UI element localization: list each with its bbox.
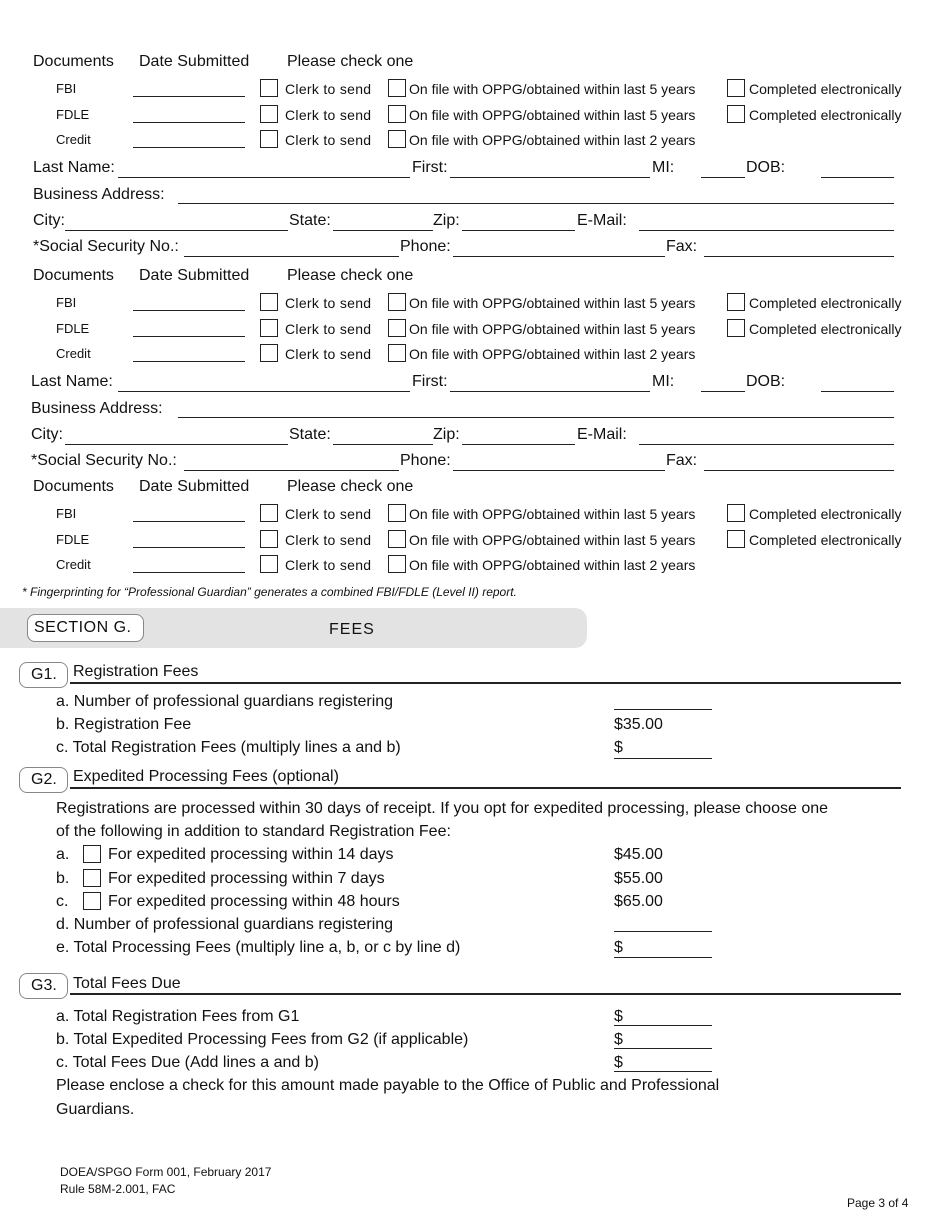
clerk-checkbox-fbi[interactable] [260,79,278,97]
email-field[interactable] [639,444,894,445]
first-name-label: First: [412,373,448,390]
onfile-checkbox-credit[interactable] [388,555,406,573]
g3-title: Total Fees Due [73,975,181,992]
doc-label-fbi: FBI [56,506,77,521]
first-name-label: First: [412,159,448,176]
onfile-label-fbi: On file with OPPG/obtained within last 5 years [409,506,696,522]
electronic-label-fdle: Completed electronically [749,532,902,548]
mi-field[interactable] [701,177,745,178]
date-field-credit[interactable] [133,572,245,573]
g3-item-b-field[interactable] [614,1048,712,1049]
doc-label-fdle: FDLE [56,321,90,336]
doc-label-fbi: FBI [56,81,77,96]
documents-header: Documents [33,267,114,284]
g1-item-c: c. Total Registration Fees (multiply lines a and b) [56,739,401,756]
doc-label-fbi: FBI [56,295,77,310]
g1-title: Registration Fees [73,663,199,680]
g2-option-c-letter: c. [56,893,69,910]
business-address-field[interactable] [178,417,894,418]
fax-field[interactable] [704,470,894,471]
onfile-checkbox-fbi[interactable] [388,504,406,522]
electronic-checkbox-fbi[interactable] [727,79,745,97]
g2-item-d: d. Number of professional guardians registering [56,916,394,933]
footer-rule: Rule 58M-2.001, FAC [60,1182,176,1196]
state-label: State: [289,212,331,229]
onfile-label-fdle: On file with OPPG/obtained within last 5 years [409,321,696,337]
g3-item-b-value: $ [614,1031,623,1048]
g1-item-c-field[interactable] [614,758,712,759]
clerk-label-fdle: Clerk to send [285,107,372,123]
onfile-checkbox-fbi[interactable] [388,293,406,311]
clerk-label-fbi: Clerk to send [285,81,372,97]
documents-header: Documents [33,478,114,495]
business-address-label: Business Address: [31,400,163,417]
clerk-label-credit: Clerk to send [285,132,372,148]
onfile-label-fbi: On file with OPPG/obtained within last 5 years [409,81,696,97]
date-field-fdle[interactable] [133,336,245,337]
ssn-field[interactable] [184,256,399,257]
clerk-label-credit: Clerk to send [285,557,372,573]
onfile-label-credit: On file with OPPG/obtained within last 2 years [409,346,696,362]
clerk-checkbox-credit[interactable] [260,130,278,148]
onfile-label-credit: On file with OPPG/obtained within last 2 years [409,557,696,573]
zip-label: Zip: [433,426,460,443]
g2-rule [70,787,901,789]
section-title: FEES [329,621,375,638]
g3-tag: G3. [19,973,68,999]
g2-option-b-checkbox[interactable] [83,869,101,887]
g3-rule [70,993,901,995]
g1-tag: G1. [19,662,68,688]
onfile-label-fbi: On file with OPPG/obtained within last 5 years [409,295,696,311]
date-submitted-header: Date Submitted [139,267,250,284]
g3-item-a-field[interactable] [614,1025,712,1026]
zip-field[interactable] [462,230,575,231]
g2-option-b-letter: b. [56,870,70,887]
g3-item-c: c. Total Fees Due (Add lines a and b) [56,1054,319,1071]
doc-label-fdle: FDLE [56,532,90,547]
g2-option-a-checkbox[interactable] [83,845,101,863]
onfile-label-credit: On file with OPPG/obtained within last 2 years [409,132,696,148]
state-field[interactable] [333,444,433,445]
first-name-field[interactable] [450,177,650,178]
doc-label-credit: Credit [56,346,91,361]
g2-option-c-checkbox[interactable] [83,892,101,910]
phone-label: Phone: [400,238,451,255]
email-label: E-Mail: [577,426,627,443]
g2-tag: G2. [19,767,68,793]
state-label: State: [289,426,331,443]
mi-field[interactable] [701,391,745,392]
fax-field[interactable] [704,256,894,257]
g2-title: Expedited Processing Fees (optional) [73,768,339,785]
city-label: City: [33,212,65,229]
fax-label: Fax: [666,452,698,469]
g1-item-a: a. Number of professional guardians registering [56,693,394,710]
clerk-label-fdle: Clerk to send [285,321,372,337]
onfile-checkbox-fbi[interactable] [388,79,406,97]
g2-item-e-value: $ [614,939,623,956]
last-name-label: Last Name: [31,373,113,390]
date-field-fbi[interactable] [133,96,245,97]
clerk-checkbox-fdle[interactable] [260,319,278,337]
last-name-field[interactable] [118,177,410,178]
electronic-label-fbi: Completed electronically [749,295,902,311]
g2-item-d-field[interactable] [614,931,712,932]
g2-intro-2: of the following in addition to standard Registration Fee: [56,823,451,840]
clerk-checkbox-fbi[interactable] [260,293,278,311]
clerk-label-credit: Clerk to send [285,346,372,362]
business-address-label: Business Address: [33,186,165,203]
email-label: E-Mail: [577,212,627,229]
city-label: City: [31,426,63,443]
electronic-label-fdle: Completed electronically [749,321,902,337]
please-check-header: Please check one [287,53,414,70]
g2-option-b-value: $55.00 [614,870,663,887]
g3-item-b: b. Total Expedited Processing Fees from G2 (if applicable) [56,1031,469,1048]
g3-item-a-value: $ [614,1008,623,1025]
ssn-field[interactable] [184,470,399,471]
electronic-checkbox-fdle[interactable] [727,105,745,123]
g1-rule [70,682,901,684]
clerk-label-fbi: Clerk to send [285,295,372,311]
onfile-label-fdle: On file with OPPG/obtained within last 5 years [409,532,696,548]
city-field[interactable] [65,444,288,445]
zip-label: Zip: [433,212,460,229]
g1-item-a-field[interactable] [614,709,712,710]
date-submitted-header: Date Submitted [139,478,250,495]
fingerprint-footnote: * Fingerprinting for “Professional Guardian” generates a combined FBI/FDLE (Level II) report. [22,585,517,599]
onfile-checkbox-fdle[interactable] [388,105,406,123]
g2-option-a-letter: a. [56,846,70,863]
electronic-checkbox-fbi[interactable] [727,504,745,522]
ssn-label: *Social Security No.: [31,452,177,469]
fax-label: Fax: [666,238,698,255]
g2-item-e: e. Total Processing Fees (multiply line a, b, or c by line d) [56,939,461,956]
section-label: SECTION G. [27,614,144,642]
phone-field[interactable] [453,256,665,257]
clerk-checkbox-fdle[interactable] [260,530,278,548]
g1-item-b-value: $35.00 [614,716,663,733]
electronic-checkbox-fdle[interactable] [727,319,745,337]
g2-option-c-text: For expedited processing within 48 hours [108,893,400,910]
g3-item-c-value: $ [614,1054,623,1071]
g1-item-c-value: $ [614,739,623,756]
electronic-label-fbi: Completed electronically [749,506,902,522]
onfile-checkbox-credit[interactable] [388,344,406,362]
date-field-credit[interactable] [133,361,245,362]
email-field[interactable] [639,230,894,231]
electronic-label-fbi: Completed electronically [749,81,902,97]
phone-field[interactable] [453,470,665,471]
doc-label-credit: Credit [56,132,91,147]
onfile-checkbox-credit[interactable] [388,130,406,148]
state-field[interactable] [333,230,433,231]
date-field-fdle[interactable] [133,122,245,123]
g2-intro-1: Registrations are processed within 30 days of receipt. If you opt for expedited processing, please choose one [56,800,829,817]
dob-field[interactable] [821,177,894,178]
footer-form-id: DOEA/SPGO Form 001, February 2017 [60,1165,272,1179]
clerk-checkbox-credit[interactable] [260,555,278,573]
mi-label: MI: [652,159,675,176]
g3-item-a: a. Total Registration Fees from G1 [56,1008,300,1025]
please-check-header: Please check one [287,478,414,495]
mi-label: MI: [652,373,675,390]
date-field-fdle[interactable] [133,547,245,548]
dob-field[interactable] [821,391,894,392]
g2-option-c-value: $65.00 [614,893,663,910]
onfile-checkbox-fdle[interactable] [388,530,406,548]
first-name-field[interactable] [450,391,650,392]
ssn-label: *Social Security No.: [33,238,179,255]
zip-field[interactable] [462,444,575,445]
onfile-label-fdle: On file with OPPG/obtained within last 5 years [409,107,696,123]
g2-option-b-text: For expedited processing within 7 days [108,870,385,887]
business-address-field[interactable] [178,203,894,204]
dob-label: DOB: [746,159,786,176]
clerk-label-fdle: Clerk to send [285,532,372,548]
last-name-label: Last Name: [33,159,115,176]
electronic-label-fdle: Completed electronically [749,107,902,123]
date-field-fbi[interactable] [133,310,245,311]
documents-header: Documents [33,53,114,70]
footer-page-number: Page 3 of 4 [847,1196,909,1210]
phone-label: Phone: [400,452,451,469]
clerk-checkbox-fbi[interactable] [260,504,278,522]
g2-item-e-field[interactable] [614,957,712,958]
g2-option-a-value: $45.00 [614,846,663,863]
g2-option-a-text: For expedited processing within 14 days [108,846,394,863]
g3-note-1: Please enclose a check for this amount made payable to the Office of Public and Professional [56,1077,720,1094]
dob-label: DOB: [746,373,786,390]
clerk-checkbox-fdle[interactable] [260,105,278,123]
last-name-field[interactable] [118,391,410,392]
please-check-header: Please check one [287,267,414,284]
electronic-checkbox-fdle[interactable] [727,530,745,548]
clerk-label-fbi: Clerk to send [285,506,372,522]
date-field-fbi[interactable] [133,521,245,522]
doc-label-fdle: FDLE [56,107,90,122]
g3-item-c-field[interactable] [614,1071,712,1072]
onfile-checkbox-fdle[interactable] [388,319,406,337]
electronic-checkbox-fbi[interactable] [727,293,745,311]
date-submitted-header: Date Submitted [139,53,250,70]
city-field[interactable] [65,230,288,231]
g1-item-b: b. Registration Fee [56,716,192,733]
date-field-credit[interactable] [133,147,245,148]
doc-label-credit: Credit [56,557,91,572]
g3-note-2: Guardians. [56,1101,135,1118]
clerk-checkbox-credit[interactable] [260,344,278,362]
